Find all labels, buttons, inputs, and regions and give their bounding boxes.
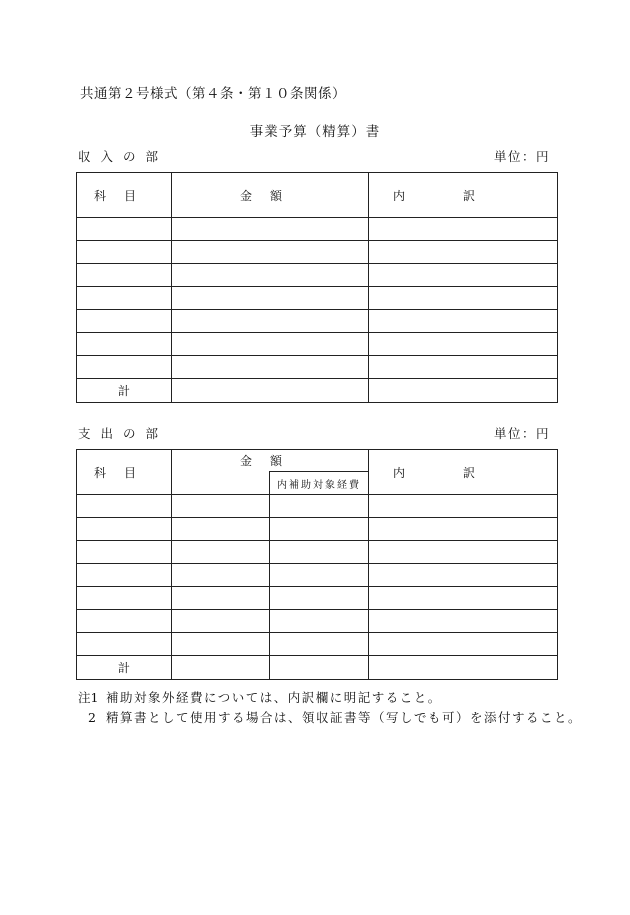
expense-breakdown-cell[interactable]: [369, 564, 558, 587]
expense-subsidized-cell[interactable]: [270, 587, 369, 610]
expense-breakdown-cell[interactable]: [369, 518, 558, 541]
expense-amount-blank-cell: [172, 472, 270, 495]
income-row: [77, 287, 558, 310]
income-breakdown-cell[interactable]: [369, 241, 558, 264]
expense-breakdown-cell[interactable]: [369, 587, 558, 610]
expense-subject-cell[interactable]: [77, 633, 172, 656]
expense-subsidized-cell[interactable]: [270, 633, 369, 656]
income-amount-cell[interactable]: [172, 287, 369, 310]
expense-total-breakdown-cell[interactable]: [369, 656, 558, 680]
income-row: [77, 264, 558, 287]
expense-total-row: [77, 656, 558, 680]
income-subject-cell[interactable]: [77, 218, 172, 241]
income-total-row: [77, 379, 558, 403]
expense-breakdown-cell[interactable]: [369, 495, 558, 518]
expense-breakdown-cell[interactable]: [369, 633, 558, 656]
expense-row: [77, 587, 558, 610]
income-total-label: 計: [77, 379, 172, 403]
expense-total-amount-cell[interactable]: [172, 656, 270, 680]
income-section-heading: 収入の部: [78, 149, 169, 164]
expense-breakdown-cell[interactable]: [369, 541, 558, 564]
income-row: [77, 356, 558, 379]
income-row: [77, 218, 558, 241]
income-amount-cell[interactable]: [172, 264, 369, 287]
expense-header-amount: 金額: [172, 450, 369, 472]
income-subject-cell[interactable]: [77, 310, 172, 333]
expense-row: [77, 633, 558, 656]
expense-subject-cell[interactable]: [77, 564, 172, 587]
income-total-breakdown-cell[interactable]: [369, 379, 558, 403]
expense-subsidized-cell[interactable]: [270, 564, 369, 587]
expense-amount-cell[interactable]: [172, 495, 270, 518]
income-subject-cell[interactable]: [77, 356, 172, 379]
expense-subject-cell[interactable]: [77, 587, 172, 610]
expense-subsidized-cell[interactable]: [270, 541, 369, 564]
expense-header-subsidized: 内補助対象経費: [270, 472, 369, 495]
income-header-amount: 金額: [172, 173, 369, 218]
income-amount-cell[interactable]: [172, 333, 369, 356]
expense-breakdown-cell[interactable]: [369, 610, 558, 633]
income-subject-cell[interactable]: [77, 287, 172, 310]
income-row: [77, 333, 558, 356]
expense-amount-cell[interactable]: [172, 518, 270, 541]
expense-subsidized-cell[interactable]: [270, 495, 369, 518]
income-header-subject: 科目: [77, 173, 172, 218]
income-amount-cell[interactable]: [172, 356, 369, 379]
expense-row: [77, 564, 558, 587]
expense-row: [77, 495, 558, 518]
expense-unit-label: 単位：円: [493, 426, 550, 441]
income-row: [77, 310, 558, 333]
expense-row: [77, 541, 558, 564]
income-breakdown-cell[interactable]: [369, 264, 558, 287]
expense-amount-cell[interactable]: [172, 541, 270, 564]
income-header-breakdown: 内訳: [369, 173, 558, 218]
income-amount-cell[interactable]: [172, 241, 369, 264]
expense-amount-cell[interactable]: [172, 633, 270, 656]
expense-subject-cell[interactable]: [77, 541, 172, 564]
expense-header-row: [77, 450, 558, 472]
expense-header-subject: 科目: [77, 450, 172, 495]
expense-row: [77, 610, 558, 633]
income-table: [76, 172, 558, 403]
note-2: [78, 708, 582, 728]
note-2-number: 2: [88, 710, 96, 725]
income-total-amount-cell[interactable]: [172, 379, 369, 403]
income-amount-cell[interactable]: [172, 310, 369, 333]
form-number-title: 共通第２号様式（第４条・第１０条関係）: [80, 86, 346, 102]
income-unit-label: 単位：円: [493, 149, 550, 164]
income-breakdown-cell[interactable]: [369, 287, 558, 310]
income-breakdown-cell[interactable]: [369, 356, 558, 379]
income-subject-cell[interactable]: [77, 333, 172, 356]
note-2-text: 精算書として使用する場合は、領収証書等（写しでも可）を添付すること。: [106, 710, 583, 725]
expense-subsidized-cell[interactable]: [270, 610, 369, 633]
income-breakdown-cell[interactable]: [369, 218, 558, 241]
document-title: 事業予算（精算）書: [249, 124, 381, 140]
income-breakdown-cell[interactable]: [369, 310, 558, 333]
note-1-text: 補助対象外経費については、内訳欄に明記すること。: [106, 690, 442, 705]
expense-subsidized-cell[interactable]: [270, 518, 369, 541]
expense-amount-cell[interactable]: [172, 564, 270, 587]
income-subject-cell[interactable]: [77, 264, 172, 287]
expense-amount-cell[interactable]: [172, 610, 270, 633]
expense-table: [76, 449, 558, 680]
expense-section-heading: 支出の部: [78, 426, 169, 441]
expense-subject-cell[interactable]: [77, 495, 172, 518]
expense-subject-cell[interactable]: [77, 518, 172, 541]
income-subject-cell[interactable]: [77, 241, 172, 264]
expense-total-label: 計: [77, 656, 172, 680]
expense-header-breakdown: 内訳: [369, 450, 558, 495]
expense-subject-cell[interactable]: [77, 610, 172, 633]
income-amount-cell[interactable]: [172, 218, 369, 241]
income-header-row: [77, 173, 558, 218]
notes: [78, 688, 582, 728]
note-1: [78, 688, 582, 708]
expense-row: [77, 518, 558, 541]
income-breakdown-cell[interactable]: [369, 333, 558, 356]
note-1-number: 注1: [78, 690, 99, 705]
income-row: [77, 241, 558, 264]
expense-total-subsidized-cell[interactable]: [270, 656, 369, 680]
expense-amount-cell[interactable]: [172, 587, 270, 610]
